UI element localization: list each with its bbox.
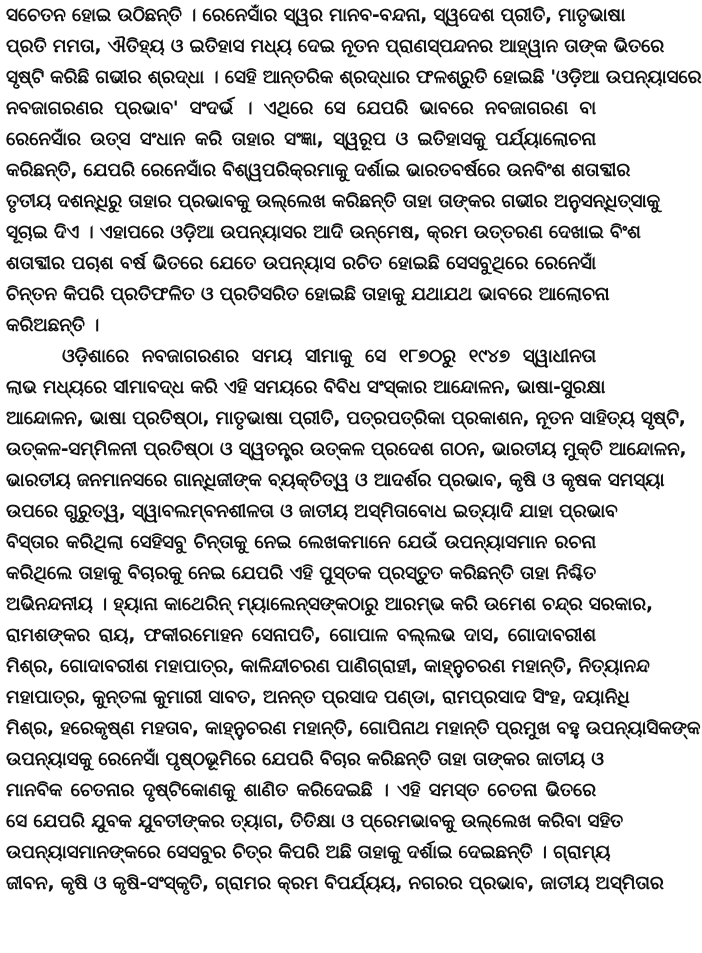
text-line: ଉପନ୍ୟାସକୁ ରେନେସାଁ ପୃଷ୍ଠଭୂମିରେ ଯେପରି ବିଚାର କରିଛନ୍ତି ତାହା ତାଙ୍କର ଜାତୀୟ ଓ [6,749,604,770]
text-line: ମହାପାତ୍ର, କୁନ୍ତଳା କୁମାରୀ ସାବତ, ଅନନ୍ତ ପ୍ରସାଦ ପଣ୍ଡା, ରାମପ୍ରସାଦ ସିଂହ, ଦୟାନିଧି [6,687,630,708]
text-line: କରିଛନ୍ତି, ଯେପରି ରେନେସାଁର ବିଶ୍ୱପରିକ୍ରମାକୁ ଦର୍ଶାଇ ଭାରତବର୍ଷରେ ଉନବିଂଶ ଶତାବ୍ଦୀର [6,160,631,181]
text-line: ସଚେତନ ହୋଇ ଉଠିଛନ୍ତି । ରେନେସାଁର ସ୍ୱର ମାନବ-ବନ୍ଦନା, ସ୍ୱଦେଶ ପ୍ରୀତି, ମାତୃଭାଷା [6,5,626,26]
text-line: ଚିନ୍ତନ କିପରି ପ୍ରତିଫଳିତ ଓ ପ୍ରତିସରିତ ହୋଇଛି ତାହାକୁ ଯଥାଯଥ ଭାବରେ ଆଲୋଚନା [6,284,610,305]
paragraph-1 [6,0,702,341]
text-line: ଓଡ଼ିଶାରେ ନବଜାଗରଣର ସମୟ ସୀମାକୁ ସେ ୧୮୭୦ରୁ ୧୯୪୭ ସ୍ୱାଧୀନତା [62,346,596,367]
text-line: ମାନବିକ ଚେତନାର ଦୃଷ୍ଟିକୋଣକୁ ଶାଣିତ କରିଦେଇଛି । ଏହି ସମସ୍ତ ଚେତନା ଭିତରେ [6,780,596,801]
text-line: ମିଶ୍ର, ହରେକୃଷ୍ଣ ମହତାବ, କାହ୍ନୁଚରଣ ମହାନ୍ତି, ଗୋପିନାଥ ମହାନ୍ତି ପ୍ରମୁଖ ବହୁ ଉପନ୍ୟାସିକଙ୍କ [6,718,701,739]
text-line: ମିଶ୍ର, ଗୋଦାବରୀଶ ମହାପାତ୍ର, କାଳିନ୍ଦୀଚରଣ ପାଣିଗ୍ରାହୀ, କାହ୍ନୁଚରଣ ମହାନ୍ତି, ନିତ୍ୟାନନ୍ଦ [6,656,650,677]
text-line: ରାମଶଙ୍କର ରାୟ, ଫକୀରମୋହନ ସେନାପତି, ଗୋପାଳ ବଲ୍ଲଭ ଦାସ, ଗୋଦାବରୀଶ [6,625,596,646]
text-line: ଭାରତୀୟ ଜନମାନସରେ ଗାନ୍ଧିଜୀଙ୍କ ବ୍ୟକ୍ତିତ୍ୱ ଓ ଆଦର୍ଶର ପ୍ରଭାବ, କୃଷି ଓ କୃଷକ ସମସ୍ୟା [6,470,665,491]
text-line: ଉପନ୍ୟାସମାନଙ୍କରେ ସେସବୁର ଚିତ୍ର କିପରି ଅଛି ତାହାକୁ ଦର୍ଶାଇ ଦେଇଛନ୍ତି । ଗ୍ରାମ୍ୟ [6,842,611,863]
text-line: ପ୍ରତି ମମତା, ଐତିହ୍ୟ ଓ ଇତିହାସ ମଧ୍ୟ ଦେଇ ନୂତନ ପ୍ରାଣସ୍ପନ୍ଦନର ଆହ୍ୱାନ ତାଙ୍କ ଭିତରେ [6,36,665,57]
text-line: ଲାଭ ମଧ୍ୟରେ ସୀମାବଦ୍ଧ କରି ଏହି ସମୟରେ ବିବିଧ ସଂସ୍କାର ଆନ୍ଦୋଳନ, ଭାଷା-ସୁରକ୍ଷା [6,377,606,398]
text-line: ଅଭିନନ୍ଦନୀୟ । ହ୍ୟାନା କାଥେରିନ୍ ମ୍ୟାଲେନ୍ସଙ୍କଠାରୁ ଆରମ୍ଭ କରି ଉମେଶ ଚନ୍ଦ୍ର ସରକାର, [6,594,653,615]
paragraph-2 [6,341,701,899]
document-page [6,0,702,953]
text-line: ସୃଷ୍ଟି କରିଛି ଗଭୀର ଶ୍ରଦ୍ଧା । ସେହି ଆନ୍ତରିକ ଶ୍ରଦ୍ଧାର ଫଳଶ୍ରୁତି ହୋଇଛି 'ଓଡ଼ିଆ ଉପନ୍ୟାସରେ [6,67,702,88]
text-line: ନବଜାଗରଣର ପ୍ରଭାବ' ସଂଦର୍ଭ । ଏଥିରେ ସେ ଯେପରି ଭାବରେ ନବଜାଗରଣ ବା [6,98,596,119]
text-line: ଆନ୍ଦୋଳନ, ଭାଷା ପ୍ରତିଷ୍ଠା, ମାତୃଭାଷା ପ୍ରୀତି, ପତ୍ରପତ୍ରିକା ପ୍ରକାଶନ, ନୂତନ ସାହିତ୍ୟ ସୃଷ୍ଟି, [6,408,686,429]
text-line: ଉତ୍କଳ-ସମ୍ମିଳନୀ ପ୍ରତିଷ୍ଠା ଓ ସ୍ୱତନ୍ତ୍ର ଉତ୍କଳ ପ୍ରଦେଶ ଗଠନ, ଭାରତୀୟ ମୁକ୍ତି ଆନ୍ଦୋଳନ, [6,439,687,460]
text-line: ଶତାବ୍ଦୀର ପଚାଶ ବର୍ଷ ଭିତରେ ଯେତେ ଉପନ୍ୟାସ ରଚିତ ହୋଇଛି ସେସବୁଥିରେ ରେନେସାଁ [6,253,596,274]
text-line: ସୂଚାଇ ଦିଏ । ଏହାପରେ ଓଡ଼ିଆ ଉପନ୍ୟାସର ଆଦି ଉନ୍ମେଷ, କ୍ରମ ଉତ୍ତରଣ ଦେଖାଇ ବିଂଶ [6,222,641,243]
text-line: କରିଅଛନ୍ତି । [6,315,100,336]
text-line: ଜୀବନ, କୃଷି ଓ କୃଷି-ସଂସ୍କୃତି, ଗ୍ରାମର କ୍ରମ ବିପର୍ଯ୍ୟୟ, ନଗରର ପ୍ରଭାବ, ଜାତୀୟ ଅସ୍ମିତାର [6,873,664,894]
text-line: ରେନେସାଁର ଉତ୍ସ ସଂଧାନ କରି ତାହାର ସଂଜ୍ଞା, ସ୍ୱରୂପ ଓ ଇତିହାସକୁ ପର୍ଯ୍ୟାଲୋଚନା [6,129,596,150]
text-line: ତୃତୀୟ ଦଶନ୍ଧିରୁ ତାହାର ପ୍ରଭାବକୁ ଉଲ୍ଲେଖ କରିଛନ୍ତି ତାହା ତାଙ୍କର ଗଭୀର ଅନୁସନ୍ଧିତ୍ସାକୁ [6,191,661,212]
text-line: ବିସ୍ତାର କରିଥିଲା ସେହିସବୁ ଚିନ୍ତାକୁ ନେଇ ଲେଖକମାନେ ଯେଉଁ ଉପନ୍ୟାସମାନ ରଚନା [6,532,596,553]
text-line: ସେ ଯେପରି ଯୁବକ ଯୁବତୀଙ୍କର ତ୍ୟାଗ, ତିତିକ୍ଷା ଓ ପ୍ରେମଭାବକୁ ଉଲ୍ଲେଖ କରିବା ସହିତ [6,811,623,832]
text-line: କରିଥିଲେ ତାହାକୁ ବିଚାରକୁ ନେଇ ଯେପରି ଏହି ପୁସ୍ତକ ପ୍ରସ୍ତୁତ କରିଛନ୍ତି ତାହା ନିଶ୍ଚିତ [6,563,596,584]
text-line: ଉପରେ ଗୁରୁତ୍ୱ, ସ୍ୱାବଲମ୍ବନଶୀଳତା ଓ ଜାତୀୟ ଅସ୍ମିତାବୋଧ ଇତ୍ୟାଦି ଯାହା ପ୍ରଭାବ [6,501,618,522]
